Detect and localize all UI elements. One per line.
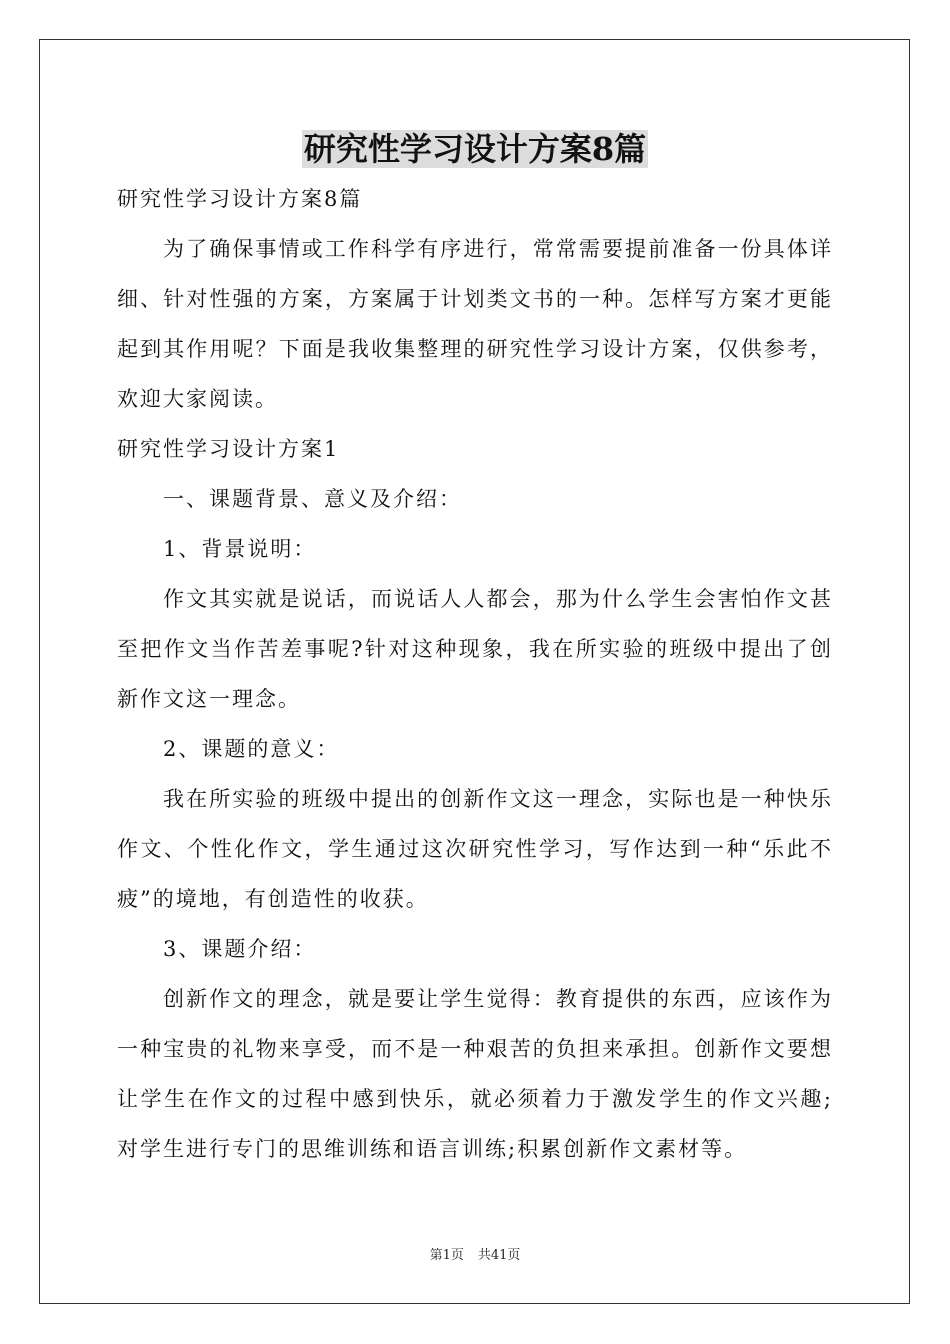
subheading-background-note: 1、背景说明： [163,537,317,561]
subheading-introduction: 3、课题介绍： [163,937,317,961]
paragraph-background: 作文其实就是说话，而说话人人都会，那为什么学生会害怕作文甚至把作文当作苦差事呢?针对这种现象，我在所实验的班级中提出了创新作文这一理念。 [117,587,833,711]
paragraph-significance: 我在所实验的班级中提出的创新作文这一理念，实际也是一种快乐作文、个性化作文，学生通过这次研究性学习，写作达到一种“乐此不疲”的境地，有创造性的收获。 [117,787,833,911]
subheading-background: 一、课题背景、意义及介绍： [163,487,462,511]
page-footer [0,1246,950,1266]
section-heading: 研究性学习设计方案1 [117,437,340,461]
paragraph-intro: 为了确保事情或工作科学有序进行，常常需要提前准备一份具体详细、针对性强的方案，方案属于计划类文书的一种。怎样写方案才更能起到其作用呢？下面是我收集整理的研究性学习设计方案，仅供参考，欢迎大家阅读。 [117,237,833,411]
subheading-significance: 2、课题的意义： [163,737,340,761]
document-body [117,174,833,1174]
page-number: 第1页 [429,1248,464,1263]
document-title [0,124,950,174]
paragraph-introduction: 创新作文的理念，就是要让学生觉得：教育提供的东西，应该作为一种宝贵的礼物来享受，而不是一种艰苦的负担来承担。创新作文要想让学生在作文的过程中感到快乐，就必须着力于激发学生的作文兴趣;对学生进行专门的思维训练和语言训练;积累创新作文素材等。 [117,987,833,1161]
title-text: 研究性学习设计方案8篇 [303,130,647,168]
paragraph-subtitle: 研究性学习设计方案8篇 [117,187,363,211]
page-total: 共41页 [477,1248,521,1263]
